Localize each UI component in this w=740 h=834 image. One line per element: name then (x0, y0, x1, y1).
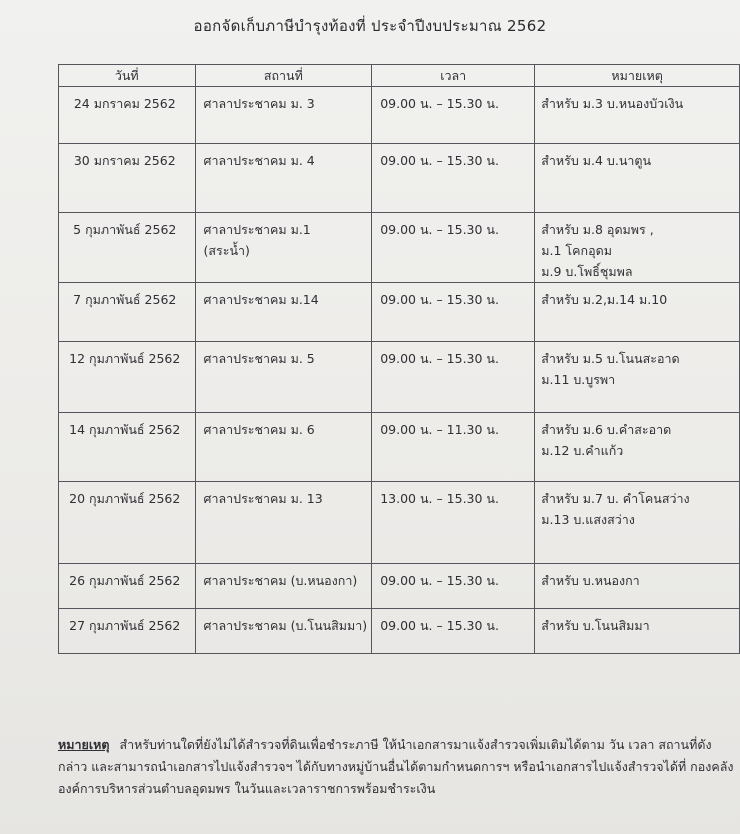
time-text: 09.00 น. – 15.30 น. (380, 573, 499, 588)
schedule-table (58, 64, 740, 654)
place-text: ศาลาประชาคม ม. 5 (203, 351, 315, 366)
place-cell (195, 413, 372, 482)
place-cell (195, 87, 372, 144)
note-cell (535, 564, 740, 609)
date-cell (59, 283, 196, 342)
place-cell (195, 564, 372, 609)
table-row (59, 609, 740, 654)
place-cell (195, 283, 372, 342)
note-cell (535, 213, 740, 283)
note-text: สำหรับ ม.3 บ.หนองบัวเงิน (541, 96, 684, 111)
note-cell (535, 413, 740, 482)
header-date: วันที่ (59, 65, 196, 87)
note-cell (535, 87, 740, 144)
remark-text: สำหรับท่านใดที่ยังไม่ได้สำรวจที่ดินเพื่อชำระภาษี ให้นำเอกสารมาแจ้งสำรวจเพิ่มเติมได้ตาม วัน เวลา สถานที่ดังกล่าว และสามารถนำเอกสารไปแจ้งสำรวจฯ ได้กับทางหมู่บ้านอื่นได้ตามกำหนดการฯ หรือนำเอกสารไปแจ้งสำรวจได้ที่ กองคลัง องค์การบริหารส่วนตำบลอุดมพร ในวันและเวลาราชการพร้อมชำระเงิน (58, 737, 734, 796)
note-cell (535, 144, 740, 213)
date-cell (59, 609, 196, 654)
remark-paragraph (58, 734, 734, 800)
time-cell (372, 482, 535, 564)
table-row (59, 564, 740, 609)
place-cell (195, 482, 372, 564)
time-text: 09.00 น. – 15.30 น. (380, 222, 499, 237)
date-cell (59, 564, 196, 609)
date-cell (59, 144, 196, 213)
place-text: ศาลาประชาคม ม.1 (203, 222, 311, 237)
note-text: สำหรับ ม.8 อุดมพร , (541, 222, 654, 237)
place-cell (195, 144, 372, 213)
note-text: สำหรับ ม.5 บ.โนนสะอาด (541, 351, 680, 366)
date-text: 14 กุมภาพันธ์ 2562 (69, 422, 181, 437)
header-place: สถานที่ (195, 65, 372, 87)
time-cell (372, 564, 535, 609)
place-text: ศาลาประชาคม ม. 6 (203, 422, 315, 437)
header-note: หมายเหตุ (535, 65, 740, 87)
note-text: ม.1 โคกอุดม (541, 243, 612, 258)
note-text: สำหรับ บ.หนองกา (541, 573, 640, 588)
place-text: ศาลาประชาคม (บ.หนองกา) (203, 573, 358, 588)
place-text: ศาลาประชาคม (บ.โนนสิมมา) (203, 618, 368, 633)
note-text: ม.12 บ.คำแก้ว (541, 443, 624, 458)
table-row (59, 413, 740, 482)
time-text: 09.00 น. – 11.30 น. (380, 422, 499, 437)
time-cell (372, 413, 535, 482)
note-cell (535, 342, 740, 413)
note-text: ม.9 บ.โพธิ์ชุมพล (541, 264, 633, 279)
place-cell (195, 213, 372, 283)
place-text: ศาลาประชาคม ม. 13 (203, 491, 323, 506)
place-cell (195, 609, 372, 654)
date-text: 7 กุมภาพันธ์ 2562 (73, 292, 177, 307)
table-row (59, 144, 740, 213)
place-text: ศาลาประชาคม ม. 4 (203, 153, 315, 168)
date-text: 24 มกราคม 2562 (73, 96, 176, 111)
note-text: สำหรับ ม.6 บ.คำสะอาด (541, 422, 672, 437)
place-cell (195, 342, 372, 413)
time-text: 09.00 น. – 15.30 น. (380, 96, 499, 111)
place-text: (สระน้ำ) (203, 243, 250, 258)
table-row (59, 482, 740, 564)
time-cell (372, 213, 535, 283)
note-text: สำหรับ ม.2,ม.14 ม.10 (541, 292, 668, 307)
time-text: 13.00 น. – 15.30 น. (380, 491, 499, 506)
time-cell (372, 87, 535, 144)
note-cell (535, 609, 740, 654)
note-text: สำหรับ ม.4 บ.นาตูน (541, 153, 652, 168)
table-row (59, 87, 740, 144)
header-time: เวลา (372, 65, 535, 87)
note-text: ม.11 บ.บูรพา (541, 372, 616, 387)
remark-label: หมายเหตุ (58, 737, 110, 752)
table-row (59, 283, 740, 342)
date-text: 12 กุมภาพันธ์ 2562 (69, 351, 181, 366)
time-text: 09.00 น. – 15.30 น. (380, 292, 499, 307)
time-text: 09.00 น. – 15.30 น. (380, 618, 499, 633)
note-cell (535, 283, 740, 342)
note-text: สำหรับ ม.7 บ. คำโคนสว่าง (541, 491, 690, 506)
date-text: 30 มกราคม 2562 (73, 153, 176, 168)
schedule-body (59, 87, 740, 654)
time-cell (372, 144, 535, 213)
time-cell (372, 609, 535, 654)
date-text: 5 กุมภาพันธ์ 2562 (73, 222, 177, 237)
time-text: 09.00 น. – 15.30 น. (380, 351, 499, 366)
date-cell (59, 87, 196, 144)
table-header-row (59, 65, 740, 87)
time-cell (372, 283, 535, 342)
date-cell (59, 413, 196, 482)
place-text: ศาลาประชาคม ม. 3 (203, 96, 315, 111)
time-cell (372, 342, 535, 413)
time-text: 09.00 น. – 15.30 น. (380, 153, 499, 168)
date-text: 26 กุมภาพันธ์ 2562 (69, 573, 181, 588)
date-cell (59, 342, 196, 413)
date-cell (59, 213, 196, 283)
date-text: 20 กุมภาพันธ์ 2562 (69, 491, 181, 506)
note-text: ม.13 บ.แสงสว่าง (541, 512, 635, 527)
note-cell (535, 482, 740, 564)
note-text: สำหรับ บ.โนนสิมมา (541, 618, 650, 633)
document-title: ออกจัดเก็บภาษีบำรุงท้องที่ ประจำปีงบประมาณ 2562 (193, 17, 547, 35)
date-text: 27 กุมภาพันธ์ 2562 (69, 618, 181, 633)
date-cell (59, 482, 196, 564)
place-text: ศาลาประชาคม ม.14 (203, 292, 319, 307)
table-row (59, 342, 740, 413)
table-row (59, 213, 740, 283)
